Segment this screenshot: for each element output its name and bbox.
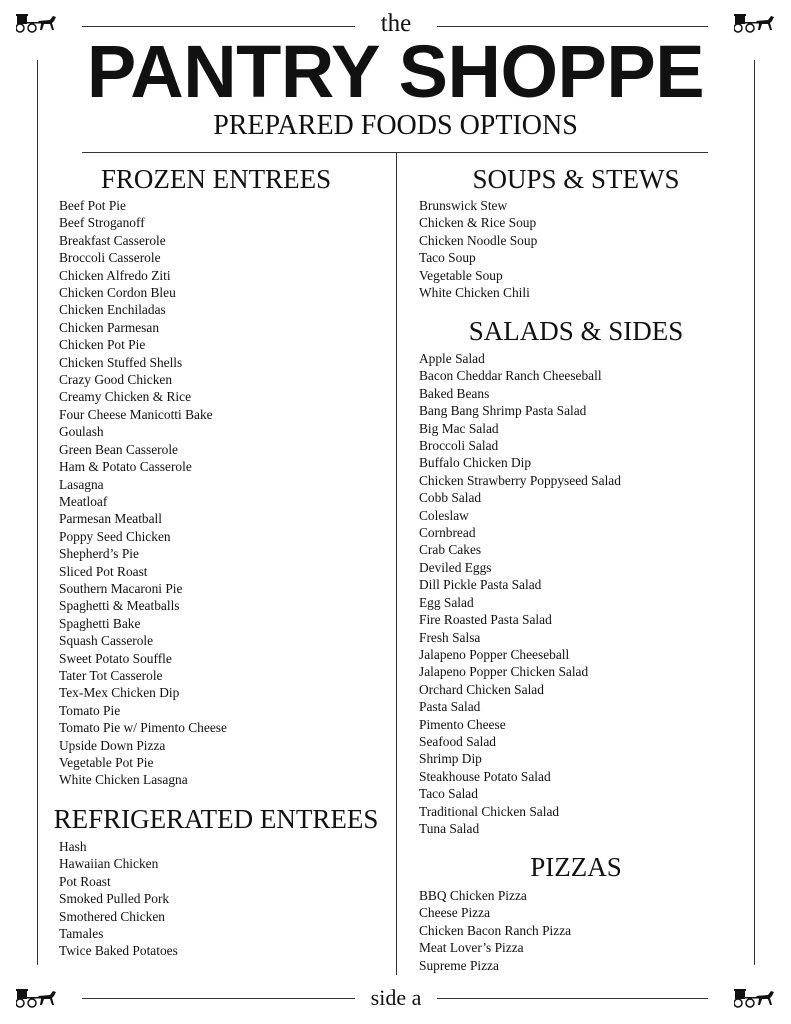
list-item: Upside Down Pizza: [59, 737, 166, 753]
list-item: Chicken Pot Pie: [59, 337, 146, 353]
list-item: Sweet Potato Souffle: [59, 650, 172, 666]
list-item: Tomato Pie w/ Pimento Cheese: [59, 720, 227, 736]
horse-and-buggy-icon: [16, 13, 58, 33]
list-item: Sliced Pot Roast: [59, 563, 148, 579]
list-item: Ham & Potato Casserole: [59, 459, 192, 475]
list-item: Chicken Cordon Bleu: [59, 285, 176, 301]
list-item: Vegetable Pot Pie: [59, 755, 154, 770]
list-item: Tamales: [59, 926, 104, 942]
top-rule-right: [437, 26, 708, 27]
list-item: Chicken Strawberry Poppyseed Salad: [419, 472, 621, 488]
list-item: Southern Macaroni Pie: [59, 580, 183, 596]
list-item: Apple Salad: [419, 351, 485, 366]
list-item: Meat Lover’s Pizza: [419, 940, 524, 956]
list-item: Chicken Parmesan: [59, 319, 160, 335]
list-item: Brunswick Stew: [419, 198, 508, 213]
top-rule-left: [82, 26, 355, 27]
list-item: Deviled Eggs: [419, 559, 492, 575]
list-item: BBQ Chicken Pizza: [419, 888, 527, 903]
list-item: Bacon Cheddar Ranch Cheeseball: [419, 368, 602, 384]
list-item: Chicken Noodle Soup: [419, 232, 538, 248]
list-item: Hawaiian Chicken: [59, 856, 159, 872]
list-item: Chicken Stuffed Shells: [59, 354, 183, 370]
list-item: Pimento Cheese: [419, 716, 506, 732]
list-item: Hash: [59, 839, 87, 854]
list-item: Chicken & Rice Soup: [419, 215, 537, 231]
list-item: Chicken Alfredo Ziti: [59, 267, 171, 283]
section-heading-soups: SOUPS & STEWS: [472, 164, 680, 194]
list-item: Steakhouse Potato Salad: [419, 768, 551, 784]
list-item: Tomato Pie: [59, 702, 121, 718]
list-item: White Chicken Lasagna: [59, 772, 188, 788]
page-title: PANTRY SHOPPE: [86, 30, 705, 113]
list-item: Crazy Good Chicken: [59, 372, 173, 388]
list-item: Baked Beans: [419, 385, 490, 401]
list-item: Squash Casserole: [59, 633, 154, 649]
list-item: Fresh Salsa: [419, 629, 481, 645]
list-item: Broccoli Casserole: [59, 250, 161, 266]
list-item: Shepherd’s Pie: [59, 546, 139, 562]
list-item: Cobb Salad: [419, 490, 482, 506]
pre-title: the: [380, 10, 412, 37]
right-border: [754, 60, 755, 965]
refrigerated-list: [59, 838, 178, 960]
list-item: Chicken Bacon Ranch Pizza: [419, 922, 572, 938]
side-label: side a: [370, 985, 422, 1010]
list-item: Meatloaf: [59, 493, 108, 509]
section-heading-frozen: FROZEN ENTREES: [100, 164, 332, 194]
list-item: Pasta Salad: [419, 699, 481, 715]
left-border: [37, 60, 38, 965]
list-item: Lasagna: [59, 476, 104, 492]
list-item: Twice Baked Potatoes: [59, 943, 178, 959]
list-item: Big Mac Salad: [419, 420, 499, 436]
list-item: Dill Pickle Pasta Salad: [419, 577, 542, 593]
list-item: Seafood Salad: [419, 733, 496, 749]
list-item: Bang Bang Shrimp Pasta Salad: [419, 403, 587, 419]
list-item: Supreme Pizza: [419, 957, 499, 973]
list-item: Taco Soup: [419, 250, 476, 266]
list-item: Pot Roast: [59, 873, 111, 889]
header-divider: [82, 152, 708, 153]
list-item: Poppy Seed Chicken: [59, 528, 171, 544]
list-item: Smoked Pulled Pork: [59, 891, 170, 907]
list-item: Tater Tot Casserole: [59, 667, 163, 683]
list-item: Beef Pot Pie: [59, 198, 126, 213]
list-item: Spaghetti Bake: [59, 615, 141, 631]
list-item: Tex-Mex Chicken Dip: [59, 685, 180, 701]
horse-and-buggy-icon: [734, 13, 776, 33]
list-item: Cornbread: [419, 525, 476, 541]
pizzas-list: [419, 887, 571, 974]
list-item: Shrimp Dip: [419, 751, 482, 767]
list-item: Crab Cakes: [419, 542, 482, 558]
column-divider: [396, 152, 397, 975]
list-item: Orchard Chicken Salad: [419, 681, 544, 697]
section-heading-refrigerated: REFRIGERATED ENTREES: [53, 804, 379, 834]
section-heading-salads: SALADS & SIDES: [468, 316, 684, 346]
list-item: Egg Salad: [419, 594, 474, 610]
list-item: Chicken Enchiladas: [59, 302, 166, 318]
list-item: Creamy Chicken & Rice: [59, 389, 192, 405]
list-item: Cheese Pizza: [419, 905, 491, 921]
list-item: Vegetable Soup: [419, 267, 503, 283]
list-item: Taco Salad: [419, 786, 478, 802]
list-item: Buffalo Chicken Dip: [419, 455, 532, 471]
horse-and-buggy-icon: [734, 988, 776, 1008]
list-item: Jalapeno Popper Cheeseball: [419, 646, 570, 662]
section-heading-pizzas: PIZZAS: [530, 852, 622, 882]
list-item: Spaghetti & Meatballs: [59, 598, 180, 614]
list-item: White Chicken Chili: [419, 285, 530, 301]
frozen-list: [59, 197, 227, 789]
salads-list: [419, 350, 621, 837]
list-item: Tuna Salad: [419, 820, 480, 836]
soups-list: [419, 197, 537, 301]
list-item: Parmesan Meatball: [59, 511, 162, 527]
list-item: Jalapeno Popper Chicken Salad: [419, 664, 589, 680]
list-item: Breakfast Casserole: [59, 232, 166, 248]
bottom-rule-right: [437, 998, 708, 999]
list-item: Traditional Chicken Salad: [419, 803, 560, 819]
list-item: Broccoli Salad: [419, 438, 499, 454]
list-item: Beef Stroganoff: [59, 215, 145, 231]
list-item: Green Bean Casserole: [59, 441, 178, 457]
bottom-rule-left: [82, 998, 355, 999]
horse-and-buggy-icon: [16, 988, 58, 1008]
list-item: Smothered Chicken: [59, 908, 165, 924]
page-subtitle: PREPARED FOODS OPTIONS: [213, 110, 578, 141]
list-item: Coleslaw: [419, 507, 469, 523]
list-item: Fire Roasted Pasta Salad: [419, 612, 552, 628]
list-item: Four Cheese Manicotti Bake: [59, 406, 213, 422]
list-item: Goulash: [59, 424, 104, 440]
